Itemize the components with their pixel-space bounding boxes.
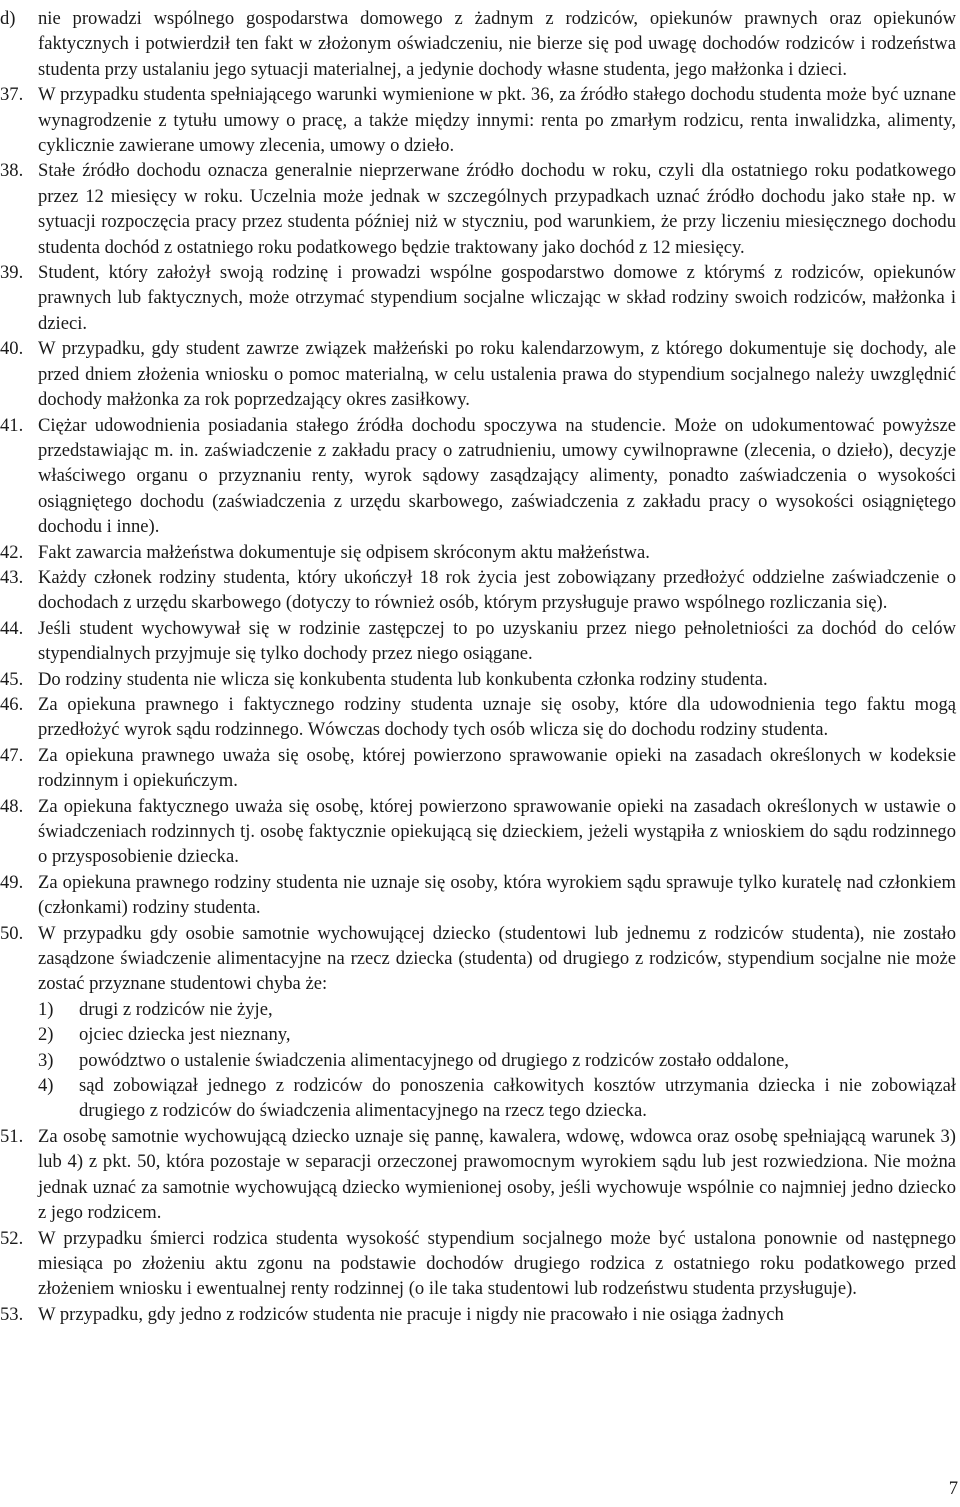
list-item xyxy=(0,743,960,794)
sub-list-item xyxy=(0,997,960,1022)
list-item xyxy=(0,794,960,870)
item-number: 48. xyxy=(0,795,24,817)
list-item xyxy=(0,921,960,997)
sub-list-item xyxy=(0,1022,960,1047)
item-number: 46. xyxy=(0,693,24,715)
item-number: 43. xyxy=(0,566,24,588)
list-item xyxy=(0,870,960,921)
list-item xyxy=(0,565,960,616)
item-number: 2) xyxy=(38,1024,54,1046)
item-text: W przypadku studenta spełniającego warunki wymienione w pkt. 36, za źródło stałego dochodu studenta może być uznane wynagrodzenie z tytułu umowy o pracę, a także między innymi: renta po zmarłym rodzicu, renta inwalidzka, alimenty, cyklicznie zawierane umowy zlecenia, umowy o dzieło. xyxy=(38,84,956,157)
page-number: 7 xyxy=(948,1477,958,1499)
item-text: W przypadku gdy osobie samotnie wychowującej dziecko (studentowi lub jednemu z rodziców studenta), nie zostało zasądzone świadczenie alimentacyjne na rzecz dziecka (studenta) od drugiego z rodziców, stypendium socjalne nie może zostać przyznane studentowi chyba że: xyxy=(38,922,956,995)
item-text: Ciężar udowodnienia posiadania stałego źródła dochodu spoczywa na studencie. Może on udokumentować powyższe przedstawiając m. in. zaświadczenie z zakładu pracy o zatrudnieniu, umowy cywilnoprawne (zlecenia, o dzieło), decyzje właściwego organu o przyznaniu renty, wyrok sądowy zasądzający alimenty, ponadto zaświadczenia o wysokości osiągniętego dochodu (zaświadczenia z urzędu skarbowego, zaświadczenia z zakładu pracy o wysokości osiągniętego dochodu i inne). xyxy=(38,414,956,538)
item-text: Do rodziny studenta nie wlicza się konkubenta studenta lub konkubenta członka rodziny studenta. xyxy=(38,668,768,690)
item-text: drugi z rodziców nie żyje, xyxy=(79,998,273,1020)
item-text: Student, który założył swoją rodzinę i prowadzi wspólne gospodarstwo domowe z którymś z rodziców, opiekunów prawnych lub faktycznych, może otrzymać stypendium socjalne wliczając w skład rodziny swoich rodziców, małżonka i dzieci. xyxy=(38,262,956,334)
item-text: Za opiekuna prawnego rodziny studenta nie uznaje się osoby, która wyrokiem sądu sprawuje tylko kuratelę nad członkiem (członkami) rodziny studenta. xyxy=(38,871,956,919)
item-text: Za opiekuna prawnego uważa się osobę, której powierzono sprawowanie opieki na zasadach określonych w kodeksie rodzinnym i opiekuńczym. xyxy=(38,744,956,792)
item-number: d) xyxy=(0,8,16,29)
item-text: Za osobę samotnie wychowującą dziecko uznaje się pannę, kawalera, wdowę, wdowca oraz osobę spełniającą warunek 3) lub 4) z pkt. 50, która pozostaje w separacji orzeczonej prawomocnym wyrokiem sądu lub jest rozwiedziona. Nie można jednak uznać za samotnie wychowującą dziecko wymienionej osoby, jeśli wychowuje wspólnie co najmniej jedno dziecko z jego rodzicem. xyxy=(38,1125,956,1224)
list-item xyxy=(0,667,960,692)
list-item xyxy=(0,413,960,540)
sub-list-item xyxy=(0,1073,960,1124)
item-number: 4) xyxy=(38,1075,54,1097)
sub-list-item xyxy=(0,1048,960,1073)
item-number: 39. xyxy=(0,262,24,284)
item-number: 53. xyxy=(0,1303,24,1325)
item-text: Za opiekuna prawnego i faktycznego rodziny studenta uznaje się osoby, które dla udowodnienia tego faktu mogą przedłożyć wyrok sądu rodzinnego. Wówczas dochody tych osób wlicza się do dochodu rodziny studenta. xyxy=(38,693,956,741)
list-item xyxy=(0,1124,960,1226)
item-number: 42. xyxy=(0,541,24,563)
item-number: 3) xyxy=(38,1049,54,1071)
document-body xyxy=(0,6,960,1327)
item-text: powództwo o ustalenie świadczenia alimentacyjnego od drugiego z rodziców zostało oddalone, xyxy=(79,1049,789,1071)
item-text: Każdy członek rodziny studenta, który ukończył 18 rok życia jest zobowiązany przedłożyć oddzielne zaświadczenie o dochodach z urzędu skarbowego (dotyczy to również osób, którym przysługuje prawo wspólnego rozliczania się). xyxy=(38,566,956,614)
item-number: 41. xyxy=(0,414,24,436)
list-item xyxy=(0,82,960,158)
list-item xyxy=(0,692,960,743)
item-text: Fakt zawarcia małżeństwa dokumentuje się odpisem skróconym aktu małżeństwa. xyxy=(38,541,650,563)
list-item xyxy=(0,540,960,565)
item-text: Stałe źródło dochodu oznacza generalnie nieprzerwane źródło dochodu w roku, czyli dla ostatniego roku podatkowego przez 12 miesięcy w roku. Uczelnia może jednak w szczególnych przypadkach uznać źródło dochodu jako stałe np. w sytuacji rozpoczęcia pracy przez studenta później niż w styczniu, pod warunkiem, że przy liczeniu miesięcznego dochodu studenta dochód z ostatniego roku podatkowego będzie traktowany jako dochód z 12 miesięcy. xyxy=(38,160,956,258)
list-item xyxy=(0,260,960,336)
item-text: nie prowadzi wspólnego gospodarstwa domowego z żadnym z rodziców, opiekunów prawnych oraz opiekunów faktycznych i potwierdził ten fakt w złożonym oświadczeniu, nie bierze się pod uwagę dochodów rodziców i rodzeństwa studenta przy ustalaniu jego sytuacji materialnej, a jedynie dochody własne studenta, jego małżonka i dzieci. xyxy=(38,8,956,80)
list-item xyxy=(0,1226,960,1302)
item-number: 1) xyxy=(38,998,54,1020)
list-item xyxy=(0,6,960,82)
item-number: 45. xyxy=(0,668,24,690)
item-text: Za opiekuna faktycznego uważa się osobę, której powierzono sprawowanie opieki na zasadach określonych w ustawie o świadczeniach rodzinnych tj. osobę faktycznie opiekującą się dzieckiem, jeżeli wystąpiła z wnioskiem do sądu rodzinnego o przysposobienie dziecka. xyxy=(38,795,956,868)
list-item xyxy=(0,336,960,412)
item-text: W przypadku, gdy jedno z rodziców studenta nie pracuje i nigdy nie pracowało i nie osiąga żadnych xyxy=(38,1303,784,1325)
item-text: W przypadku, gdy student zawrze związek małżeński po roku kalendarzowym, z którego dokumentuje się dochody, ale przed dniem złożenia wniosku o pomoc materialną, w celu ustalenia prawa do stypendium socjalnego należy uwzględnić dochody małżonka za rok poprzedzający okres zasiłkowy. xyxy=(38,338,956,411)
item-number: 44. xyxy=(0,617,24,639)
item-number: 49. xyxy=(0,871,24,893)
item-text: Jeśli student wychowywał się w rodzinie zastępczej to po uzyskaniu przez niego pełnoletniości za dochód do celów stypendialnych przyjmuje się tylko dochody przez niego osiągane. xyxy=(38,617,956,665)
item-number: 37. xyxy=(0,84,24,106)
item-text: W przypadku śmierci rodzica studenta wysokość stypendium socjalnego może być ustalona ponownie od następnego miesiąca po złożeniu aktu zgonu na podstawie dochodów drugiego rodzica z ostatniego roku podatkowego przed złożeniem wniosku i ewentualnej renty rodzinnej (o ile taka studentowi lub rodzeństwu studenta przysługuje). xyxy=(38,1227,956,1300)
item-number: 38. xyxy=(0,160,24,182)
item-number: 52. xyxy=(0,1227,24,1249)
list-item xyxy=(0,158,960,260)
list-item xyxy=(0,616,960,667)
item-number: 50. xyxy=(0,922,24,944)
item-text: sąd zobowiązał jednego z rodziców do ponoszenia całkowitych kosztów utrzymania dziecka i nie zobowiązał drugiego z rodziców do świadczenia alimentacyjnego na rzecz tego dziecka. xyxy=(79,1075,956,1122)
item-number: 47. xyxy=(0,744,24,766)
list-item xyxy=(0,1302,960,1327)
item-number: 51. xyxy=(0,1125,24,1147)
item-number: 40. xyxy=(0,338,24,360)
item-text: ojciec dziecka jest nieznany, xyxy=(79,1024,291,1046)
